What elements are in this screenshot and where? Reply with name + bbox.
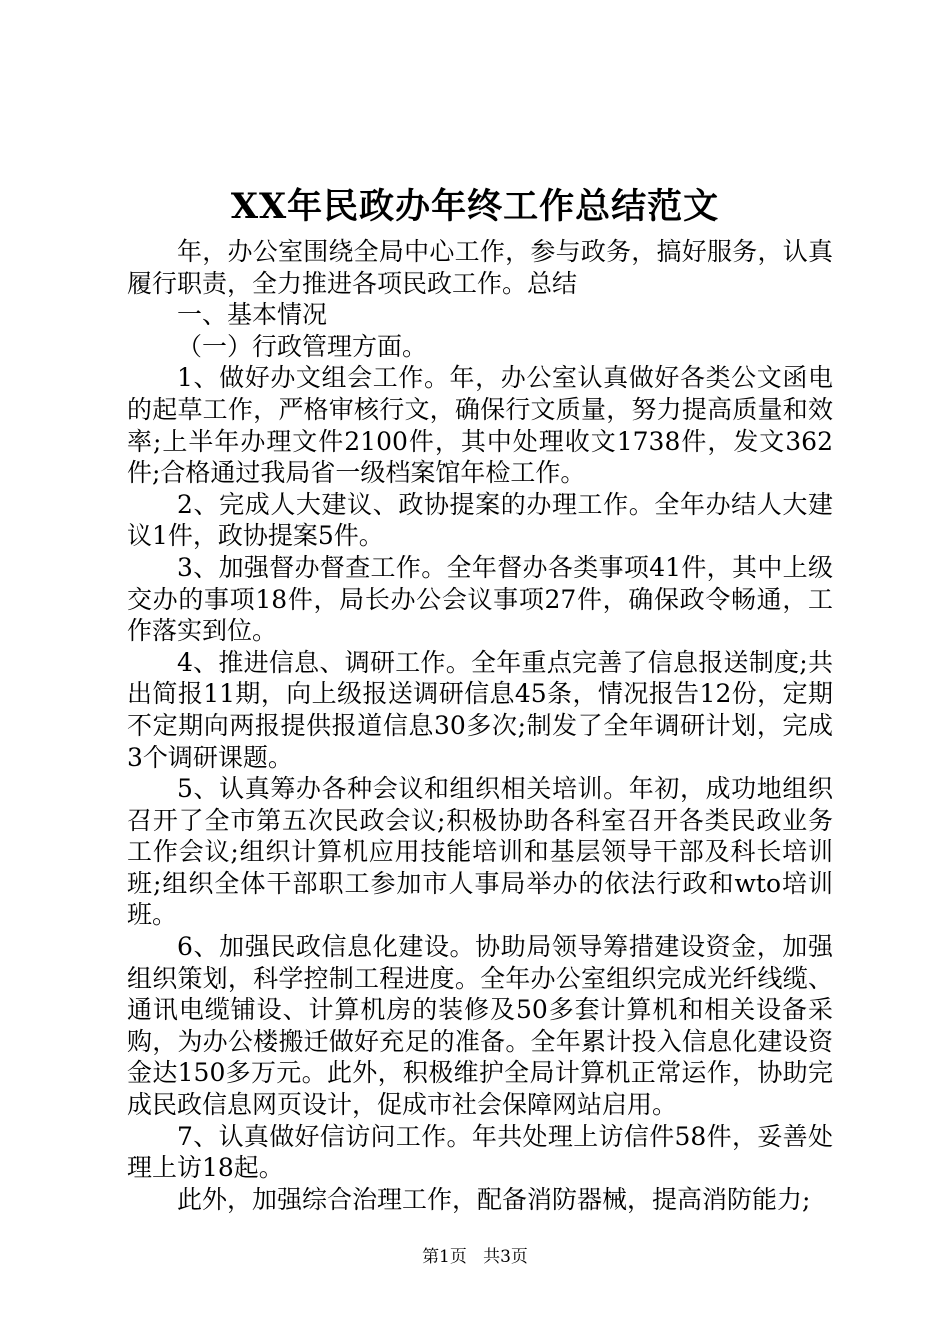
page-footer: [0, 1245, 950, 1269]
paragraph-item-5: 5、认真筹办各种会议和组织相关培训。年初，成功地组织召开了全市第五次民政会议;积极协助各科室召开各类民政业务工作会议;组织计算机应用技能培训和基层领导干部及科长培训班;组织全体干部职工参加市人事局举办的依法行政和wto培训班。: [127, 774, 833, 930]
paragraph-item-6: 6、加强民政信息化建设。协助局领导筹措建设资金，加强组织策划，科学控制工程进度。全年办公室组织完成光纤线缆、通讯电缆铺设、计算机房的装修及50多套计算机和相关设备采购，为办公楼搬迁做好充足的准备。全年累计投入信息化建设资金达150多万元。此外，积极维护全局计算机正常运作，协助完成民政信息网页设计，促成市社会保障网站启用。: [127, 932, 833, 1120]
subsection-heading-admin: （一）行政管理方面。: [177, 331, 428, 361]
section-heading-basic-situation: 一、基本情况: [177, 300, 328, 330]
paragraph-item-4: 4、推进信息、调研工作。全年重点完善了信息报送制度;共出简报11期，向上级报送调研信息45条，情况报告12份，定期不定期向两报提供报道信息30多次;制发了全年调研计划，完成3个调研课题。: [127, 647, 833, 772]
paragraph-item-3: 3、加强督办督查工作。全年督办各类事项41件，其中上级交办的事项18件，局长办公会议事项27件，确保政令畅通，工作落实到位。: [127, 552, 833, 646]
paragraph-intro: 年，办公室围绕全局中心工作，参与政务，搞好服务，认真履行职责，全力推进各项民政工作。总结: [127, 237, 833, 298]
document-body: [127, 236, 833, 1215]
paragraph-item-1: 1、做好办文组会工作。年，办公室认真做好各类公文函电的起草工作，严格审核行文，确保行文质量，努力提高质量和效率;上半年办理文件2100件，其中处理收文1738件，发文362件;合格通过我局省一级档案馆年检工作。: [127, 363, 833, 488]
document-title: XX年民政办年终工作总结范文: [230, 186, 720, 227]
page-number: 第1页: [422, 1247, 467, 1267]
paragraph-item-7: 7、认真做好信访问工作。年共处理上访信件58件，妥善处理上访18起。: [127, 1121, 833, 1183]
page-total: 共3页: [483, 1247, 528, 1267]
paragraph-additional: 此外，加强综合治理工作，配备消防器械，提高消防能力;: [177, 1184, 811, 1214]
paragraph-item-2: 2、完成人大建议、政协提案的办理工作。全年办结人大建议1件，政协提案5件。: [127, 489, 833, 551]
page-separator: [472, 1247, 477, 1267]
